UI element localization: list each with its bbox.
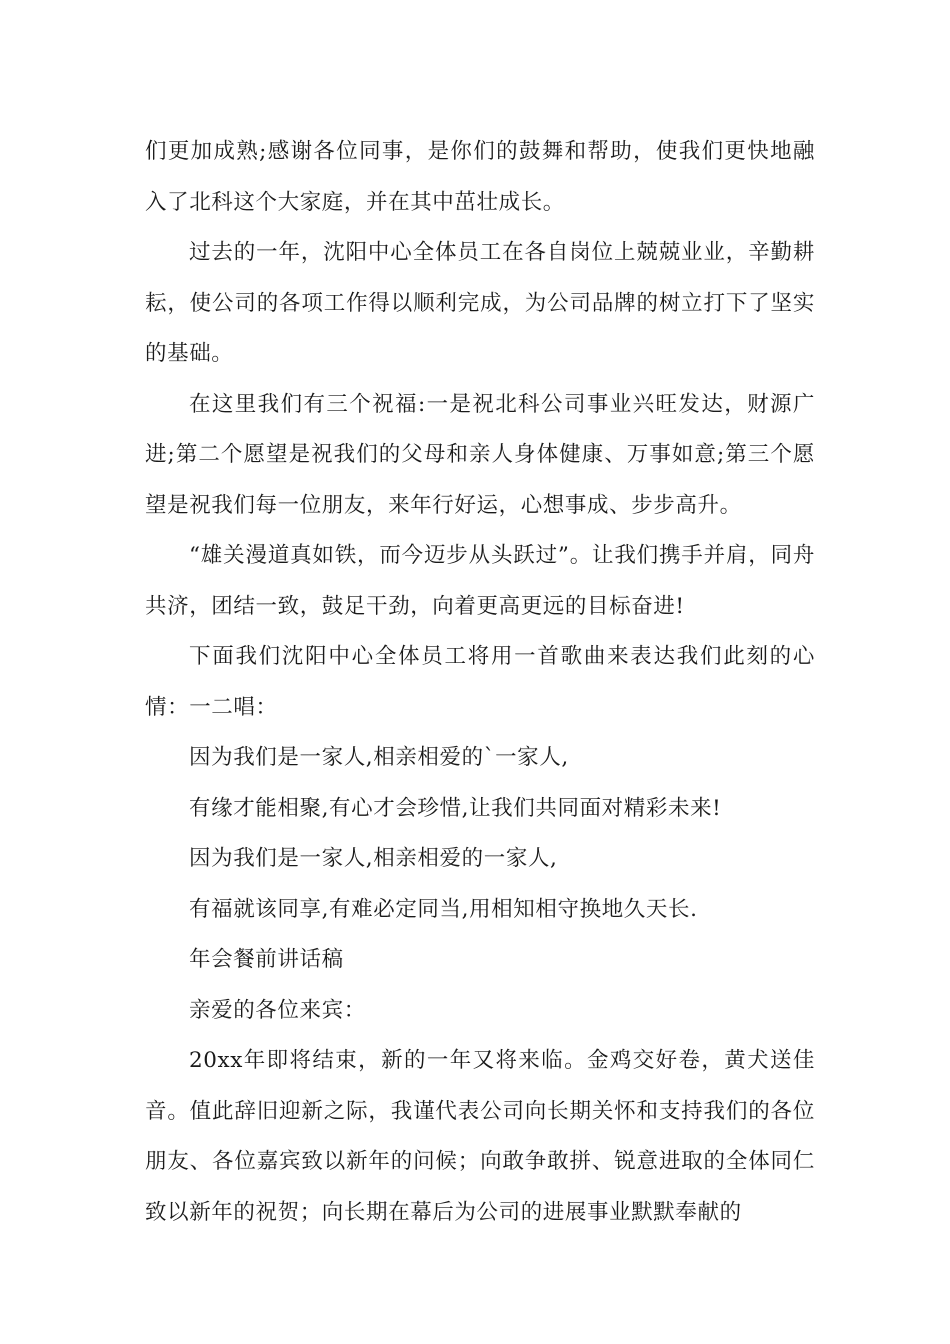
lyric-line-1: 因为我们是一家人,相亲相爱的`一家人, <box>189 745 569 770</box>
lyric-line-2: 有缘才能相聚,有心才会珍惜,让我们共同面对精彩未来! <box>189 795 722 821</box>
paragraph-3: 在这里我们有三个祝福:一是祝北科公司事业兴旺发达，财源广进;第二个愿望是祝我们的父母和亲人身体健康、万事如意;第三个愿望是祝我们每一位朋友，来年行好运，心想事成、步步高升。 <box>145 391 815 518</box>
lyric-line-3: 因为我们是一家人,相亲相爱的一家人, <box>189 846 558 871</box>
paragraph-5: 下面我们沈阳中心全体员工将用一首歌曲来表达我们此刻的心情：一二唱： <box>145 644 815 720</box>
lyric-line-4: 有福就该同享,有难必定同当,用相知相守换地久天长. <box>189 896 698 922</box>
document-body <box>145 127 815 1238</box>
paragraph-2: 过去的一年，沈阳中心全体员工在各自岗位上兢兢业业，辛勤耕耘，使公司的各项工作得以顺利完成，为公司品牌的树立打下了坚实的基础。 <box>145 240 815 366</box>
paragraph-4: “雄关漫道真如铁，而今迈步从头跃过”。让我们携手并肩，同舟共济，团结一致，鼓足干劲，向着更高更远的目标奋进! <box>145 543 815 619</box>
salutation: 亲爱的各位来宾： <box>189 997 366 1023</box>
paragraph-6: 20xx年即将结束，新的一年又将来临。金鸡交好卷，黄犬送佳音。值此辞旧迎新之际，我谨代表公司向长期关怀和支持我们的各位朋友、各位嘉宾致以新年的问候；向敢争敢拼、锐意进取的全体同仁致以新年的祝贺；向长期在幕后为公司的进展事业默默奉献的 <box>145 1048 815 1225</box>
section-title: 年会餐前讲话稿 <box>189 947 344 972</box>
paragraph-1: 们更加成熟;感谢各位同事，是你们的鼓舞和帮助，使我们更快地融入了北科这个大家庭，并在其中茁壮成长。 <box>145 139 815 215</box>
